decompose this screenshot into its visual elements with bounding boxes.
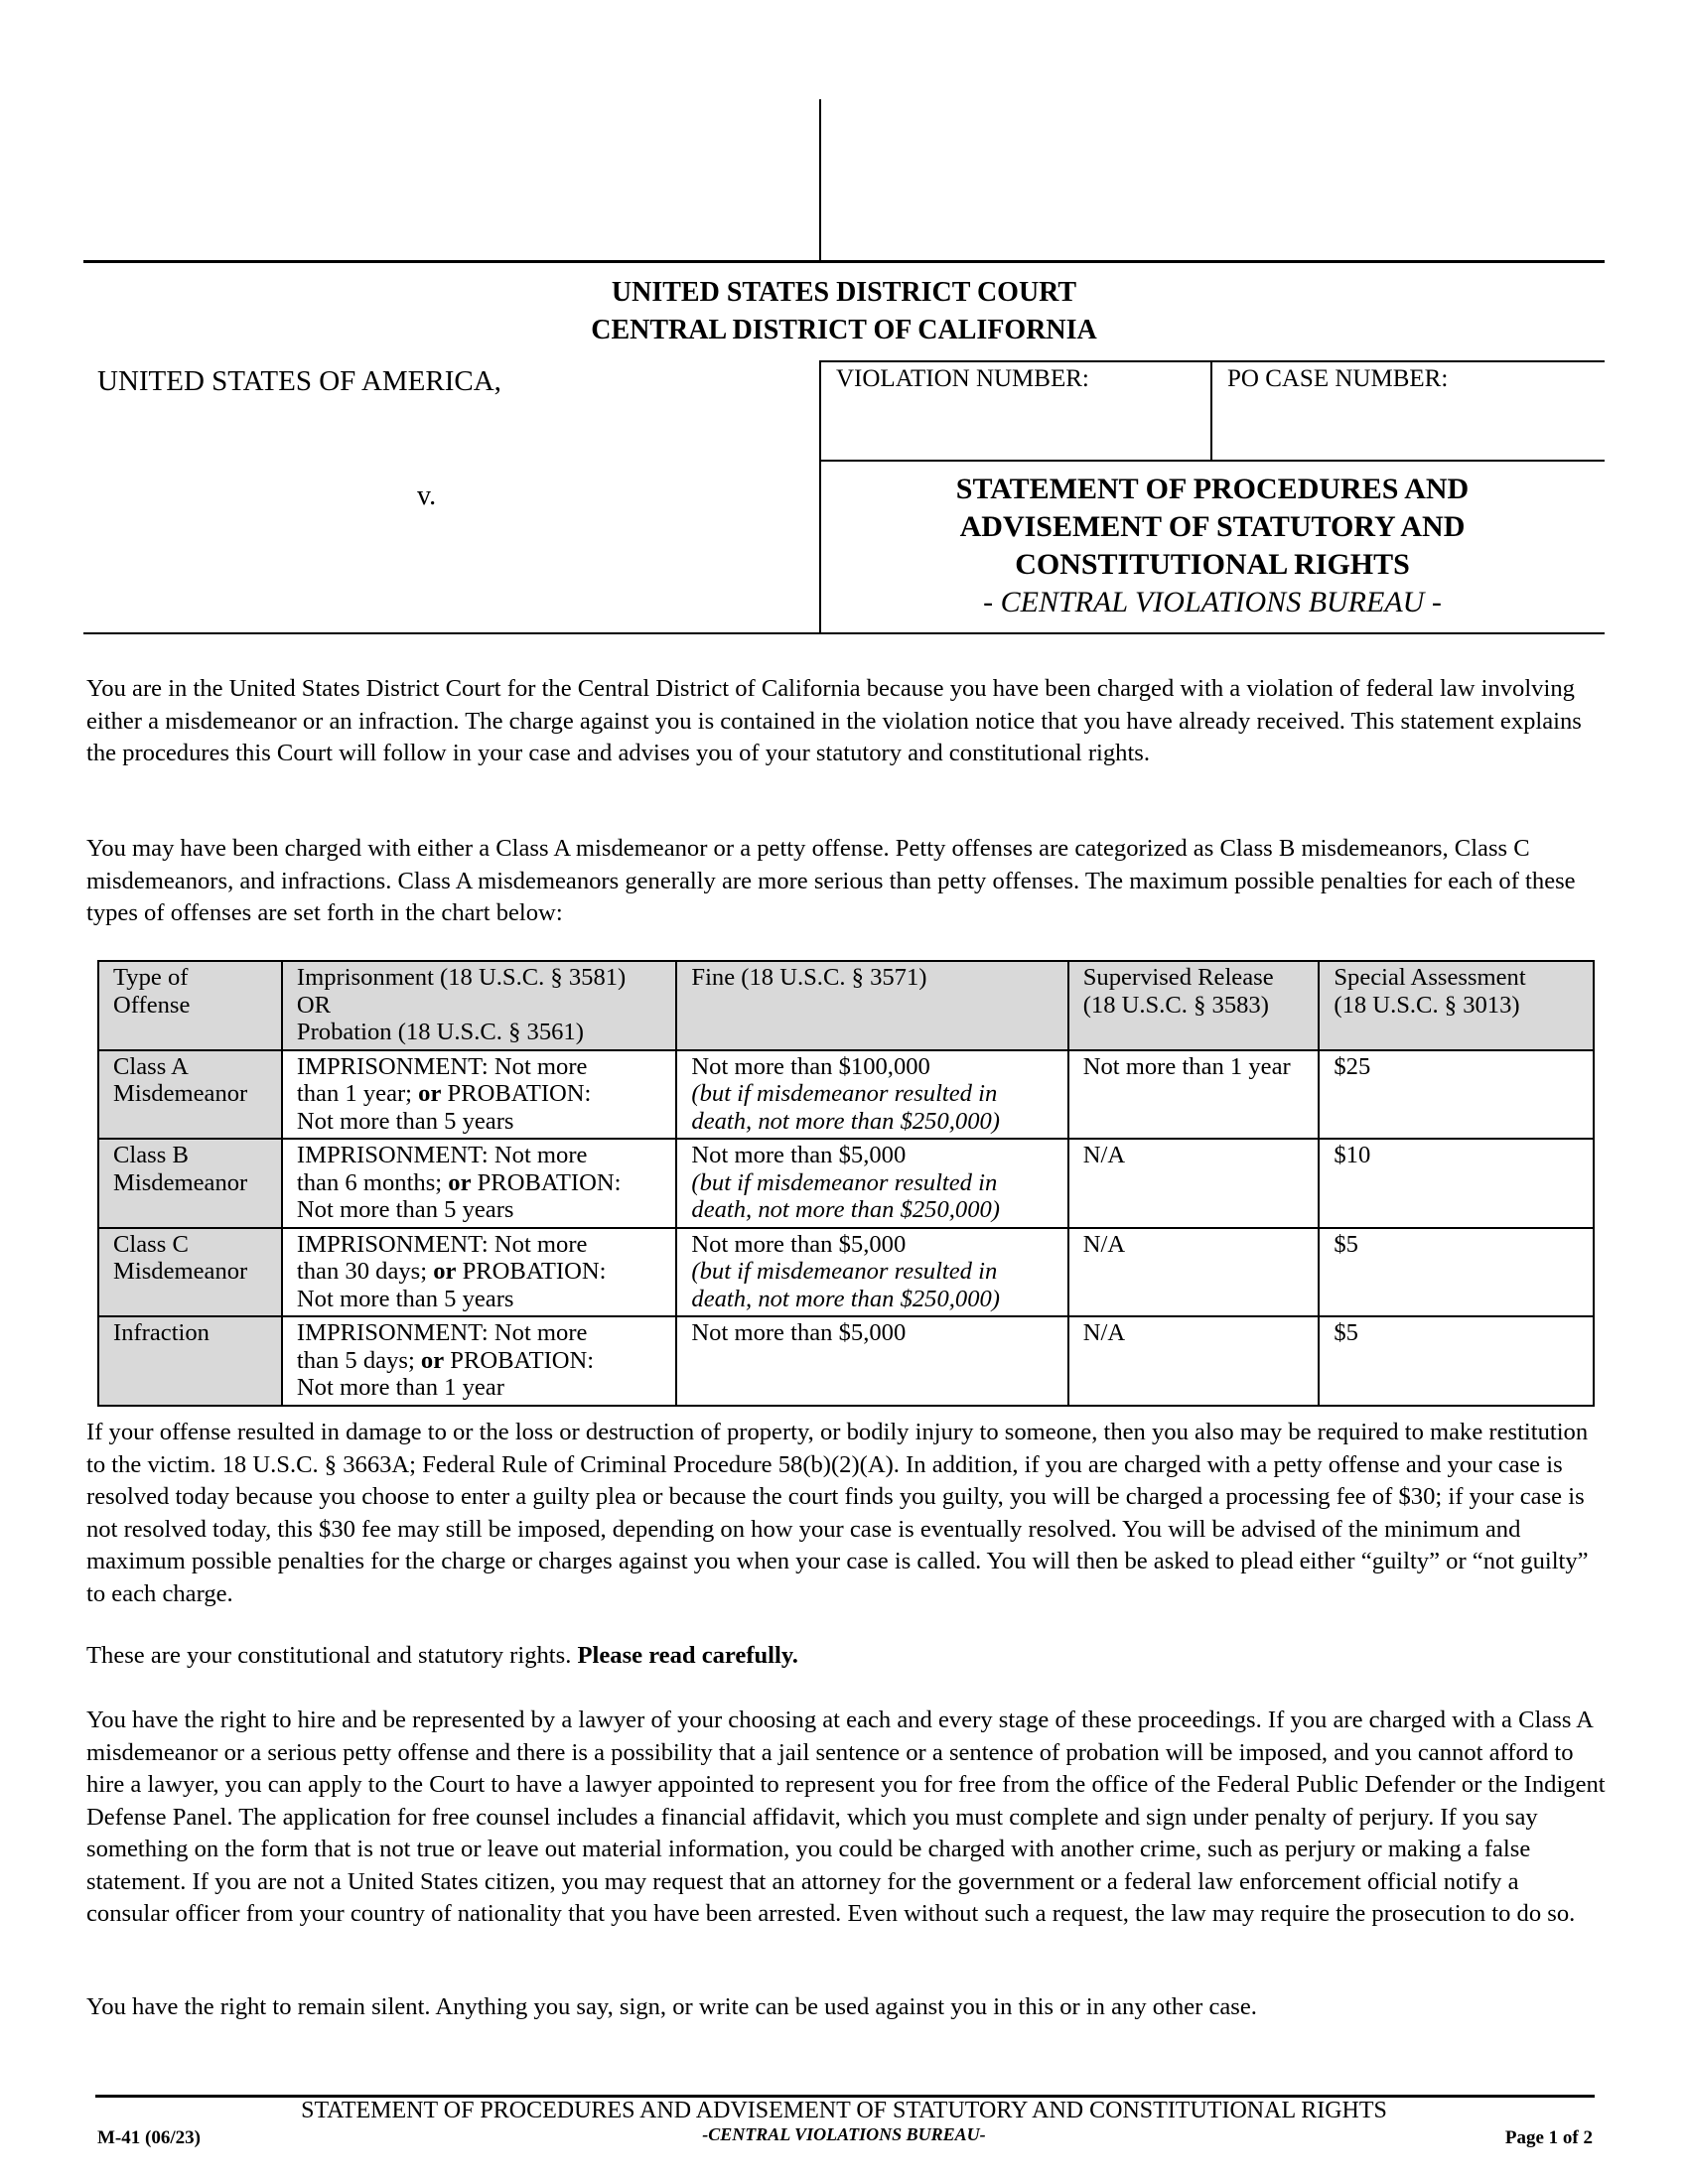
cell-special-assessment: $5: [1319, 1316, 1594, 1406]
table-row: [98, 1228, 1594, 1317]
header-fine: Fine (18 U.S.C. § 3571): [676, 961, 1067, 1050]
cell-fine: Not more than $5,000 (but if misdemeanor resulted in death, not more than $250,000): [676, 1139, 1067, 1228]
cell-imprisonment: IMPRISONMENT: Not more than 6 months; or PROBATION: Not more than 5 years: [282, 1139, 676, 1228]
header-type: Type of Offense: [98, 961, 282, 1050]
court-line-1: UNITED STATES DISTRICT COURT: [611, 277, 1077, 308]
paragraph-intro: You are in the United States District Court for the Central District of California because you have been charged with a violation of federal law involving either a misdemeanor or an infraction. The charge against you is contained in the violation notice that you have already received. This statement explains the procedures this Court will follow in your case and advises you of your statutory and constitutional rights.: [86, 675, 1582, 766]
title-line-1: STATEMENT OF PROCEDURES AND: [955, 473, 1470, 505]
cell-special-assessment: $25: [1319, 1050, 1594, 1140]
caption-versus: v.: [417, 480, 437, 511]
table-row: [98, 1050, 1594, 1140]
cell-type: Infraction: [98, 1316, 282, 1406]
title-subtitle: - CENTRAL VIOLATIONS BUREAU -: [983, 586, 1442, 618]
caption-top-rule: [820, 360, 1605, 362]
cell-imprisonment: IMPRISONMENT: Not more than 5 days; or PROBATION: Not more than 1 year: [282, 1316, 676, 1406]
title-line-2: ADVISEMENT OF STATUTORY AND: [959, 510, 1466, 543]
header-supervised-release: Supervised Release (18 U.S.C. § 3583): [1068, 961, 1320, 1050]
header-top-rule: [83, 260, 1605, 263]
cell-special-assessment: $10: [1319, 1139, 1594, 1228]
read-carefully-emphasis: Please read carefully.: [577, 1642, 798, 1669]
caption-mid-rule: [820, 460, 1605, 462]
table-row: [98, 1316, 1594, 1406]
header-special-assessment: Special Assessment (18 U.S.C. § 3013): [1319, 961, 1594, 1050]
court-line-2: CENTRAL DISTRICT OF CALIFORNIA: [591, 315, 1097, 345]
cell-supervised-release: N/A: [1068, 1139, 1320, 1228]
paragraph-restitution: If your offense resulted in damage to or the loss or destruction of property, or bodily injury to someone, then you also may be required to make restitution to the victim. 18 U.S.C. § 3663A; Federal Rule of Criminal Procedure 58(b)(2)(A). In addition, if you are charged with a petty offense and your case is resolved today because you choose to enter a guilty plea or because the court finds you guilty, you will be charged a processing fee of $30; if your case is not resolved today, this $30 fee may still be imposed, depending on how your case is eventually resolved. You will be advised of the minimum and maximum possible penalties for the charge or charges against you when your case is called. You will then be asked to plead either “guilty” or “not guilty” to each charge.: [86, 1419, 1589, 1607]
cell-supervised-release: N/A: [1068, 1228, 1320, 1317]
violation-number-label: VIOLATION NUMBER:: [836, 365, 1089, 392]
cell-special-assessment: $5: [1319, 1228, 1594, 1317]
document-title: [820, 471, 1605, 621]
cell-imprisonment: IMPRISONMENT: Not more than 30 days; or PROBATION: Not more than 5 years: [282, 1228, 676, 1317]
footer-title: STATEMENT OF PROCEDURES AND ADVISEMENT OF STATUTORY AND CONSTITUTIONAL RIGHTS: [301, 2098, 1387, 2123]
header-vertical-rule: [819, 99, 821, 261]
cell-supervised-release: Not more than 1 year: [1068, 1050, 1320, 1140]
cell-type: Class B Misdemeanor: [98, 1139, 282, 1228]
cell-fine: Not more than $5,000: [676, 1316, 1067, 1406]
caption-mid-vertical: [1210, 360, 1212, 461]
cell-type: Class C Misdemeanor: [98, 1228, 282, 1317]
table-header-row: [98, 961, 1594, 1050]
penalty-table: [97, 960, 1595, 1407]
page-number: Page 1 of 2: [1504, 2127, 1593, 2148]
paragraph-right-to-silence: You have the right to remain silent. Anything you say, sign, or write can be used against you in this or in any other case.: [86, 1993, 1257, 2020]
caption-party: UNITED STATES OF AMERICA,: [97, 365, 501, 397]
cell-fine: Not more than $5,000 (but if misdemeanor resulted in death, not more than $250,000): [676, 1228, 1067, 1317]
footer-subtitle: -CENTRAL VIOLATIONS BUREAU-: [702, 2124, 986, 2144]
po-case-number-label: PO CASE NUMBER:: [1227, 365, 1449, 392]
cell-imprisonment: IMPRISONMENT: Not more than 1 year; or PROBATION: Not more than 5 years: [282, 1050, 676, 1140]
cell-supervised-release: N/A: [1068, 1316, 1320, 1406]
title-line-3: CONSTITUTIONAL RIGHTS: [1015, 548, 1410, 581]
cell-type: Class A Misdemeanor: [98, 1050, 282, 1140]
paragraph-rights-intro: These are your constitutional and statutory rights. Please read carefully.: [86, 1642, 798, 1669]
paragraph-offense-classes: You may have been charged with either a Class A misdemeanor or a petty offense. Petty offenses are categorized as Class B misdemeanors, Class C misdemeanors, and infractions. Class A misdemeanors generally are more serious than petty offenses. The maximum possible penalties for each of these types of offenses are set forth in the chart below:: [86, 835, 1576, 926]
table-row: [98, 1139, 1594, 1228]
form-id: M-41 (06/23): [97, 2127, 201, 2148]
paragraph-right-to-counsel: You have the right to hire and be represented by a lawyer of your choosing at each and every stage of these proceedings. If you are charged with a Class A misdemeanor or a serious petty offense and there is a possibility that a jail sentence or a sentence of probation will be imposed, and you cannot afford to hire a lawyer, you can apply to the Court to have a lawyer appointed to represent you for free from the office of the Federal Public Defender or the Indigent Defense Panel. The application for free counsel includes a financial affidavit, which you must complete and sign under penalty of perjury. If you say something on the form that is not true or leave out material information, you could be charged with another crime, such as perjury or making a false statement. If you are not a United States citizen, you may request that an attorney for the government or a federal law enforcement official notify a consular officer from your country of nationality that you have been arrested. Even without such a request, the law may require the prosecution to do so.: [86, 1706, 1606, 1927]
header-imprisonment: Imprisonment (18 U.S.C. § 3581) OR Probation (18 U.S.C. § 3561): [282, 961, 676, 1050]
caption-bottom-rule: [83, 632, 1605, 634]
cell-fine: Not more than $100,000 (but if misdemeanor resulted in death, not more than $250,000): [676, 1050, 1067, 1140]
court-name: [83, 274, 1605, 349]
